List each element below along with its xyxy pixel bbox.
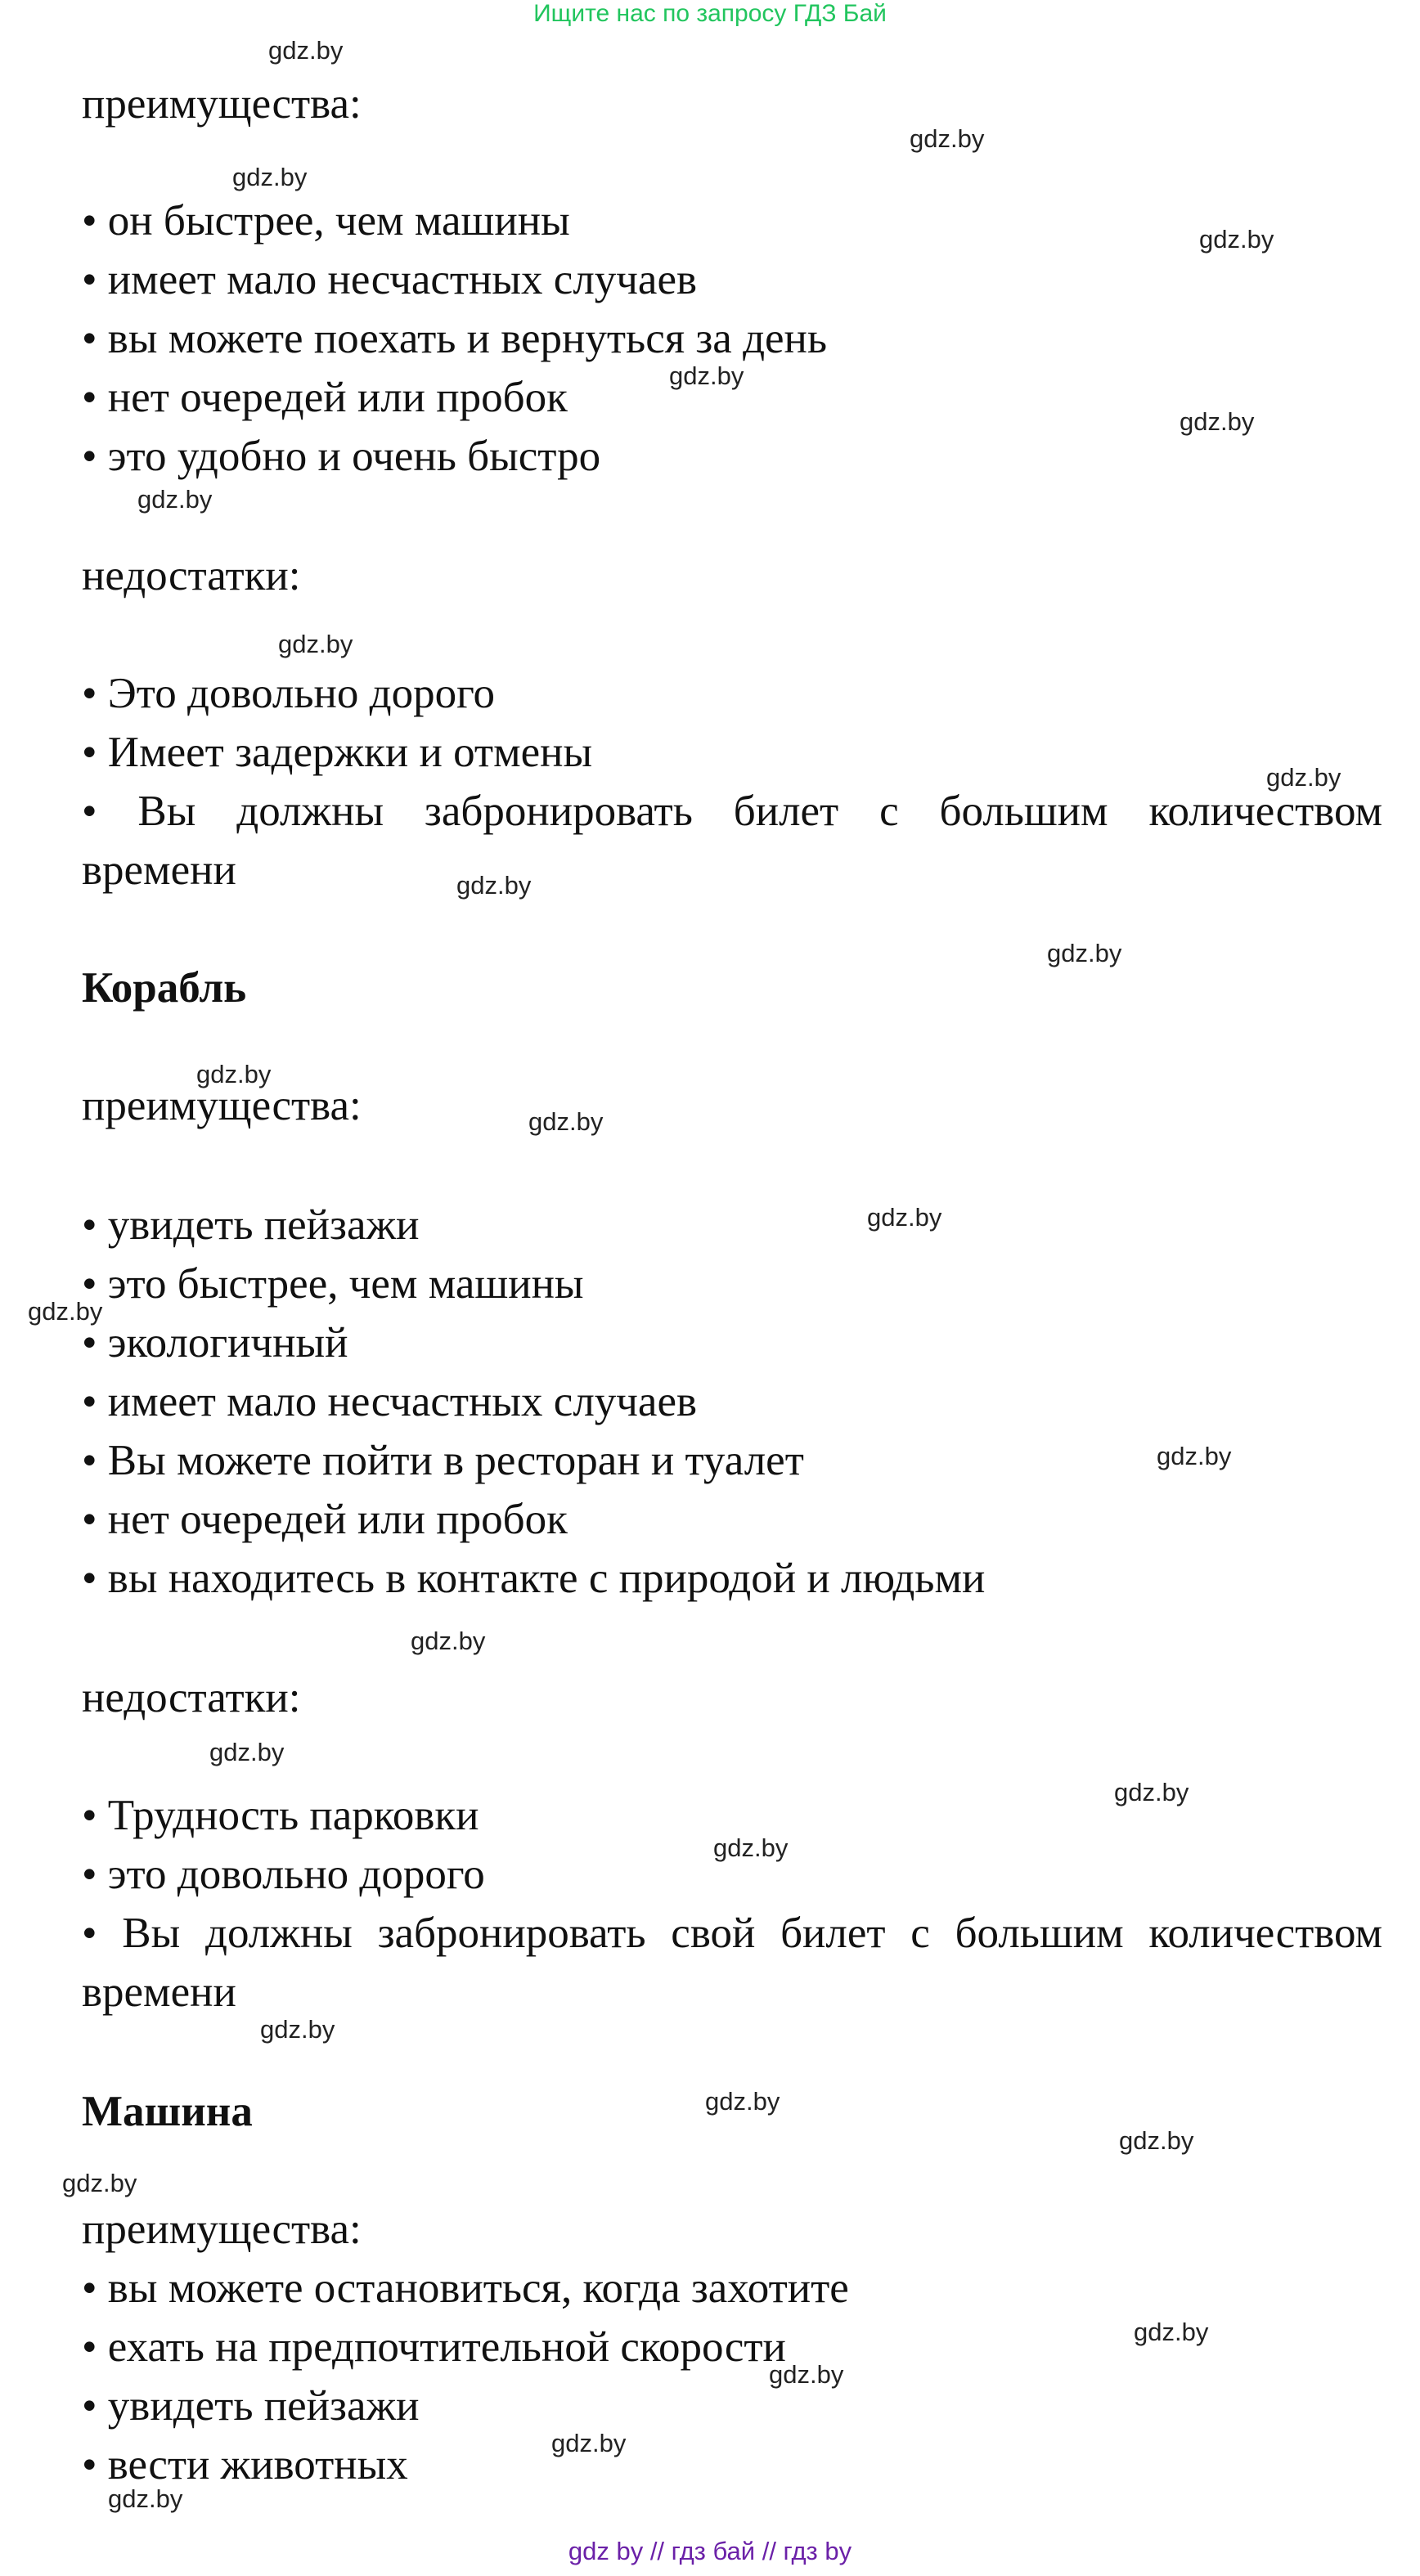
ship-advantage-item: • увидеть пейзажи: [82, 1201, 420, 1249]
watermark: gdz.by: [1266, 763, 1341, 792]
watermark: gdz.by: [867, 1203, 942, 1232]
car-heading: Машина: [82, 2088, 253, 2135]
watermark: gdz.by: [278, 630, 353, 658]
footer-links: gdz by // гдз бай // гдз by: [568, 2537, 852, 2565]
watermark: gdz.by: [528, 1107, 604, 1136]
plane-disadvantages-label: недостатки:: [82, 552, 301, 599]
ship-advantage-item: • имеет мало несчастных случаев: [82, 1378, 697, 1425]
watermark: gdz.by: [1199, 225, 1274, 254]
watermark: gdz.by: [137, 485, 213, 514]
watermark: gdz.by: [769, 2360, 844, 2389]
watermark: gdz.by: [232, 163, 308, 191]
ship-disadvantage-item: • Вы должны забронировать свой билет с большим количеством: [82, 1910, 1382, 1957]
plane-disadvantage-continuation: времени: [82, 846, 236, 894]
watermark: gdz.by: [196, 1060, 272, 1088]
plane-disadvantage-item: • Вы должны забронировать билет с большим количеством: [82, 788, 1382, 835]
watermark: gdz.by: [551, 2429, 627, 2457]
watermark: gdz.by: [1047, 939, 1122, 967]
watermark: gdz.by: [108, 2484, 183, 2513]
ship-disadvantages-label: недостатки:: [82, 1674, 301, 1721]
ship-advantage-item: • экологичный: [82, 1319, 348, 1367]
plane-advantage-item: • он быстрее, чем машины: [82, 197, 570, 245]
watermark: gdz.by: [713, 1833, 789, 1862]
watermark: gdz.by: [669, 361, 744, 390]
watermark: gdz.by: [62, 2169, 137, 2197]
watermark: gdz.by: [1114, 1778, 1189, 1806]
ship-advantage-item: • Вы можете пойти в ресторан и туалет: [82, 1437, 804, 1484]
watermark: gdz.by: [1134, 2318, 1209, 2346]
car-advantage-item: • ехать на предпочтительной скорости: [82, 2323, 786, 2371]
plane-disadvantage-item: • Это довольно дорого: [82, 670, 496, 717]
ship-advantage-item: • вы находитесь в контакте с природой и людьми: [82, 1555, 986, 1602]
plane-advantage-item: • нет очередей или пробок: [82, 374, 568, 421]
car-advantage-item: • увидеть пейзажи: [82, 2382, 420, 2430]
plane-advantage-item: • это удобно и очень быстро: [82, 433, 601, 480]
top-banner: Ищите нас по запросу ГДЗ Бай: [533, 0, 887, 27]
watermark: gdz.by: [268, 36, 344, 65]
watermark: gdz.by: [1180, 407, 1255, 436]
watermark: gdz.by: [1157, 1442, 1232, 1470]
plane-disadvantage-item: • Имеет задержки и отмены: [82, 729, 593, 776]
watermark: gdz.by: [260, 2015, 335, 2044]
plane-advantages-label: преимущества:: [82, 80, 362, 128]
ship-disadvantage-item: • Трудность парковки: [82, 1792, 479, 1839]
ship-advantages-label: преимущества:: [82, 1082, 362, 1129]
watermark: gdz.by: [910, 124, 985, 153]
watermark: gdz.by: [28, 1297, 103, 1326]
ship-advantage-item: • это быстрее, чем машины: [82, 1260, 584, 1308]
watermark: gdz.by: [456, 871, 532, 900]
ship-disadvantage-item: • это довольно дорого: [82, 1851, 485, 1898]
plane-advantage-item: • вы можете поехать и вернуться за день: [82, 315, 828, 362]
ship-advantage-item: • нет очередей или пробок: [82, 1496, 568, 1543]
plane-advantage-item: • имеет мало несчастных случаев: [82, 256, 697, 303]
car-advantage-item: • вы можете остановиться, когда захотите: [82, 2264, 849, 2312]
watermark: gdz.by: [209, 1738, 285, 1766]
ship-disadvantage-continuation: времени: [82, 1968, 236, 2016]
watermark: gdz.by: [1119, 2126, 1194, 2155]
watermark: gdz.by: [705, 2087, 780, 2116]
watermark: gdz.by: [411, 1627, 486, 1655]
car-advantage-item: • вести животных: [82, 2441, 408, 2488]
car-advantages-label: преимущества:: [82, 2206, 362, 2253]
ship-heading: Корабль: [82, 964, 247, 1012]
